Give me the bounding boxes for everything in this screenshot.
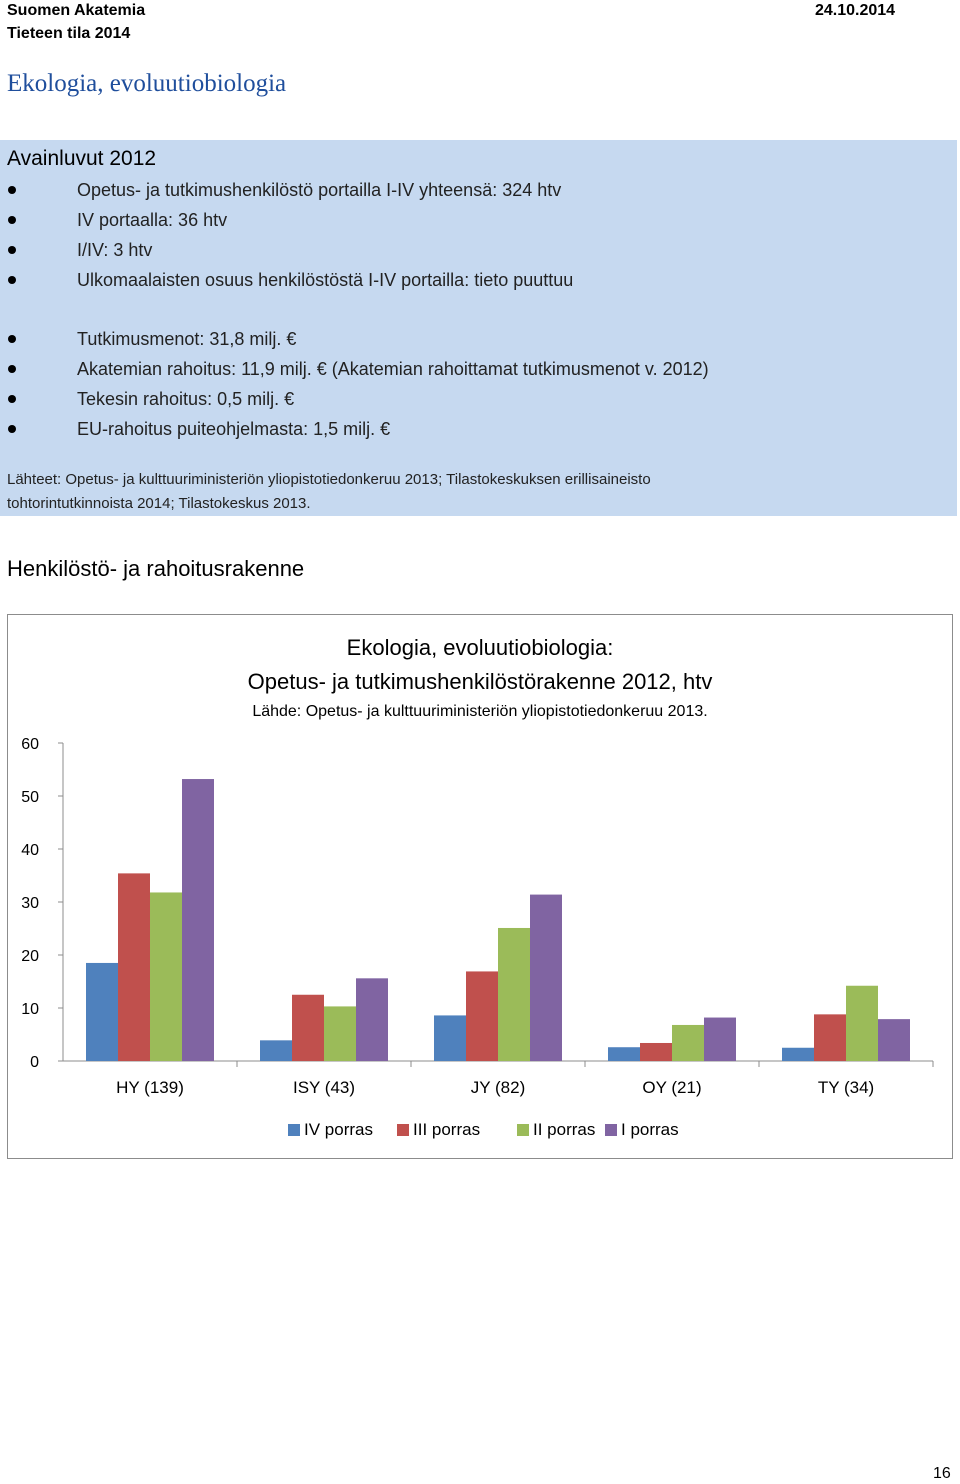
chart-subtitle: Opetus- ja tutkimushenkilöstörakenne 2012, htv bbox=[247, 669, 713, 694]
bar bbox=[182, 779, 214, 1061]
bullet-icon bbox=[8, 276, 16, 284]
chart-title: Ekologia, evoluutiobiologia: bbox=[346, 635, 614, 660]
bullet-icon bbox=[8, 246, 16, 254]
organization-name: Suomen Akatemia bbox=[7, 2, 146, 19]
bar bbox=[466, 971, 498, 1061]
bullet-icon bbox=[8, 335, 16, 343]
bar bbox=[530, 895, 562, 1061]
report-title: Tieteen tila 2014 bbox=[7, 25, 131, 42]
bullet-text: I/IV: 3 htv bbox=[77, 240, 153, 260]
bar bbox=[704, 1018, 736, 1061]
bar bbox=[608, 1047, 640, 1061]
bar bbox=[356, 978, 388, 1061]
page-title: Ekologia, evoluutiobiologia bbox=[7, 70, 287, 97]
legend-label: III porras bbox=[413, 1120, 481, 1139]
bullet-text: Tekesin rahoitus: 0,5 milj. € bbox=[77, 389, 295, 409]
y-tick-label: 0 bbox=[30, 1054, 39, 1071]
bar bbox=[672, 1025, 704, 1061]
bullet-text: Akatemian rahoitus: 11,9 milj. € (Akatemian rahoittamat tutkimusmenot v. 2012) bbox=[77, 359, 709, 379]
legend-label: I porras bbox=[621, 1120, 679, 1139]
chart-source: Lähde: Opetus- ja kulttuuriministeriön yliopistotiedonkeruu 2013. bbox=[252, 703, 708, 720]
bar bbox=[118, 873, 150, 1061]
x-tick-label: OY (21) bbox=[642, 1078, 702, 1097]
report-date: 24.10.2014 bbox=[815, 2, 896, 19]
bar bbox=[498, 928, 530, 1061]
legend-label: II porras bbox=[533, 1120, 596, 1139]
bar-chart bbox=[8, 615, 952, 1158]
bar bbox=[846, 986, 878, 1061]
chart-frame bbox=[7, 614, 953, 1159]
legend-swatch bbox=[517, 1124, 529, 1136]
bar bbox=[86, 963, 118, 1061]
bar bbox=[814, 1014, 846, 1061]
y-tick-label: 50 bbox=[21, 789, 39, 806]
bullet-text: Opetus- ja tutkimushenkilöstö portailla I-IV yhteensä: 324 htv bbox=[77, 180, 562, 200]
bullet-icon bbox=[8, 395, 16, 403]
y-tick-label: 30 bbox=[21, 895, 39, 912]
bullet-text: Ulkomaalaisten osuus henkilöstöstä I-IV portailla: tieto puuttuu bbox=[77, 270, 574, 290]
bar bbox=[640, 1043, 672, 1061]
legend-swatch bbox=[397, 1124, 409, 1136]
bullet-icon bbox=[8, 425, 16, 433]
bullet-icon bbox=[8, 216, 16, 224]
y-tick-label: 40 bbox=[21, 842, 39, 859]
sources-text: tohtorintutkinnoista 2014; Tilastokeskus 2013. bbox=[7, 495, 311, 512]
x-tick-label: TY (34) bbox=[817, 1078, 875, 1097]
x-tick-label: ISY (43) bbox=[292, 1078, 356, 1097]
legend-label: IV porras bbox=[304, 1120, 373, 1139]
key-figures-title: Avainluvut 2012 bbox=[7, 147, 157, 170]
x-tick-label: HY (139) bbox=[116, 1078, 184, 1097]
bullet-text: EU-rahoitus puiteohjelmasta: 1,5 milj. € bbox=[77, 419, 391, 439]
section-title: Henkilöstö- ja rahoitusrakenne bbox=[7, 556, 305, 581]
bar bbox=[878, 1019, 910, 1061]
bullet-text: Tutkimusmenot: 31,8 milj. € bbox=[77, 329, 297, 349]
bullet-icon bbox=[8, 365, 16, 373]
bar bbox=[782, 1048, 814, 1061]
bullet-text: IV portaalla: 36 htv bbox=[77, 210, 228, 230]
bar bbox=[292, 995, 324, 1061]
sources-text: Lähteet: Opetus- ja kulttuuriministeriön yliopistotiedonkeruu 2013; Tilastokeskuksen erillisaineisto bbox=[7, 471, 651, 488]
bar bbox=[324, 1006, 356, 1061]
page-number: 16 bbox=[933, 1465, 951, 1482]
bar bbox=[150, 892, 182, 1061]
bar bbox=[434, 1015, 466, 1061]
y-tick-label: 60 bbox=[21, 736, 39, 753]
y-tick-label: 10 bbox=[21, 1001, 39, 1018]
y-tick-label: 20 bbox=[21, 948, 39, 965]
bar bbox=[260, 1040, 292, 1061]
bullet-icon bbox=[8, 186, 16, 194]
legend-swatch bbox=[605, 1124, 617, 1136]
legend-swatch bbox=[288, 1124, 300, 1136]
x-tick-label: JY (82) bbox=[470, 1078, 526, 1097]
